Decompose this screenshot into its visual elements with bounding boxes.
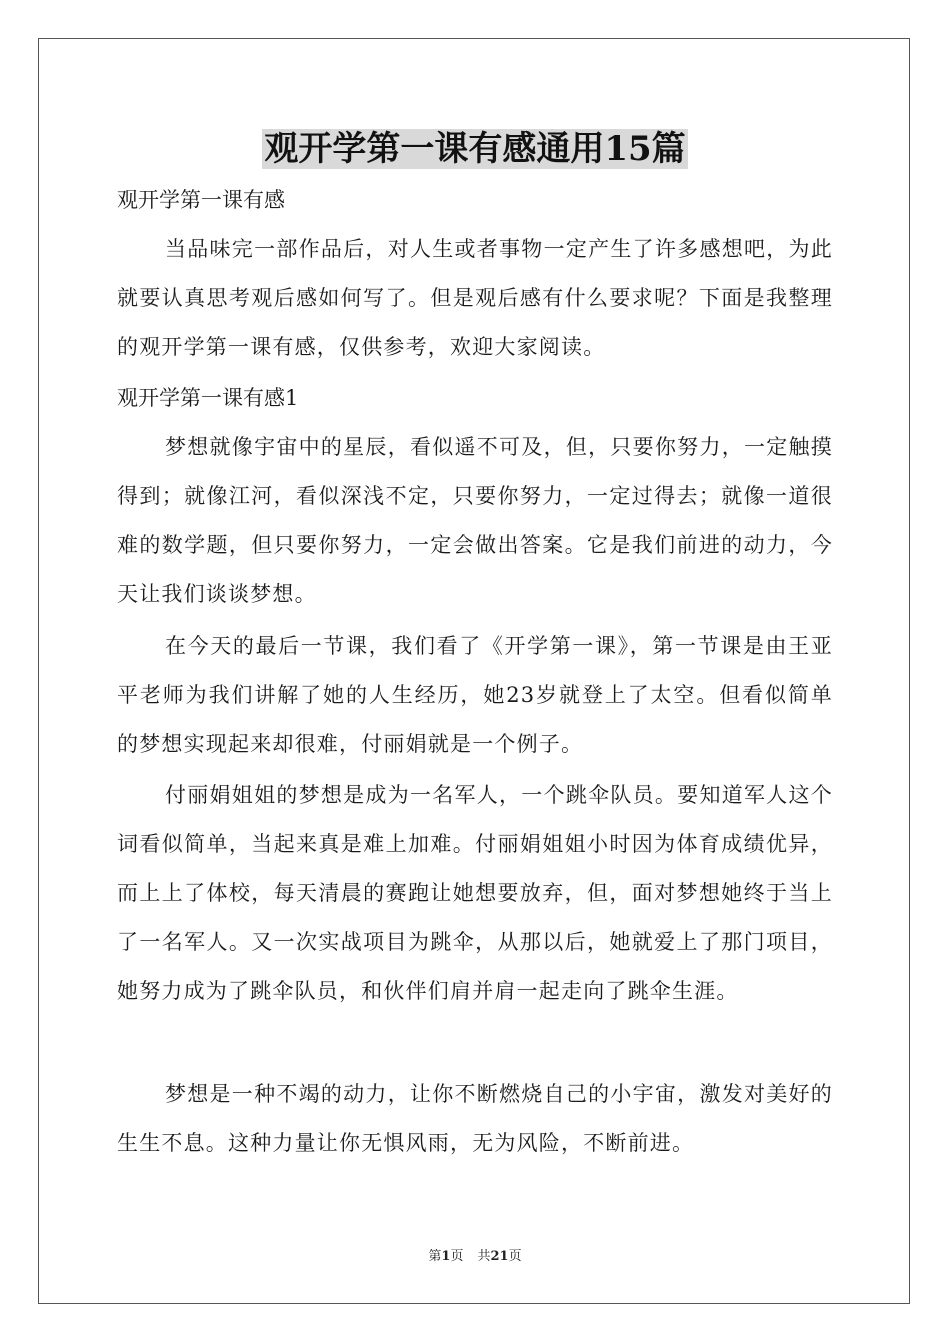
intro-paragraph: 当品味完一部作品后，对人生或者事物一定产生了许多感想吧，为此就要认真思考观后感如何写了。但是观后感有什么要求呢？下面是我整理的观开学第一课有感，仅供参考，欢迎大家阅读。 (117, 237, 833, 359)
document-title-text: 观开学第一课有感通用15篇 (264, 129, 686, 169)
footer-page-prefix: 第 (428, 1249, 442, 1264)
body-paragraph: 梦想就像宇宙中的星辰，看似遥不可及，但，只要你努力，一定触摸得到；就像江河，看似深浅不定，只要你努力，一定过得去；就像一道很难的数学题，但只要你努力，一定会做出答案。它是我们前进的动力，今天让我们谈谈梦想。 (117, 435, 833, 606)
body-paragraph: 在今天的最后一节课，我们看了《开学第一课》，第一节课是由王亚平老师为我们讲解了她的人生经历，她23岁就登上了太空。但看似简单的梦想实现起来却很难，付丽娟就是一个例子。 (117, 634, 833, 756)
footer-page-unit: 页 (450, 1249, 464, 1264)
document-title (0, 124, 950, 174)
page-footer (0, 1248, 950, 1266)
section-heading: 观开学第一课有感1 (117, 386, 299, 410)
footer-page-total: 21 (490, 1249, 509, 1264)
body-paragraph: 付丽娟姐姐的梦想是成为一名军人，一个跳伞队员。要知道军人这个词看似简单，当起来真是难上加难。付丽娟姐姐小时因为体育成绩优异，而上上了体校，每天清晨的赛跑让她想要放弃，但，面对梦想她终于当上了一名军人。又一次实战项目为跳伞，从那以后，她就爱上了那门项目，她努力成为了跳伞队员，和伙伴们肩并肩一起走向了跳伞生涯。 (117, 783, 833, 1003)
intro-heading: 观开学第一课有感 (117, 188, 285, 212)
footer-total-prefix: 共 (477, 1249, 491, 1264)
footer-total-unit: 页 (508, 1249, 522, 1264)
body-paragraph: 梦想是一种不竭的动力，让你不断燃烧自己的小宇宙，激发对美好的生生不息。这种力量让你无惧风雨，无为风险，不断前进。 (117, 1082, 833, 1155)
footer-page-current: 1 (441, 1249, 451, 1264)
